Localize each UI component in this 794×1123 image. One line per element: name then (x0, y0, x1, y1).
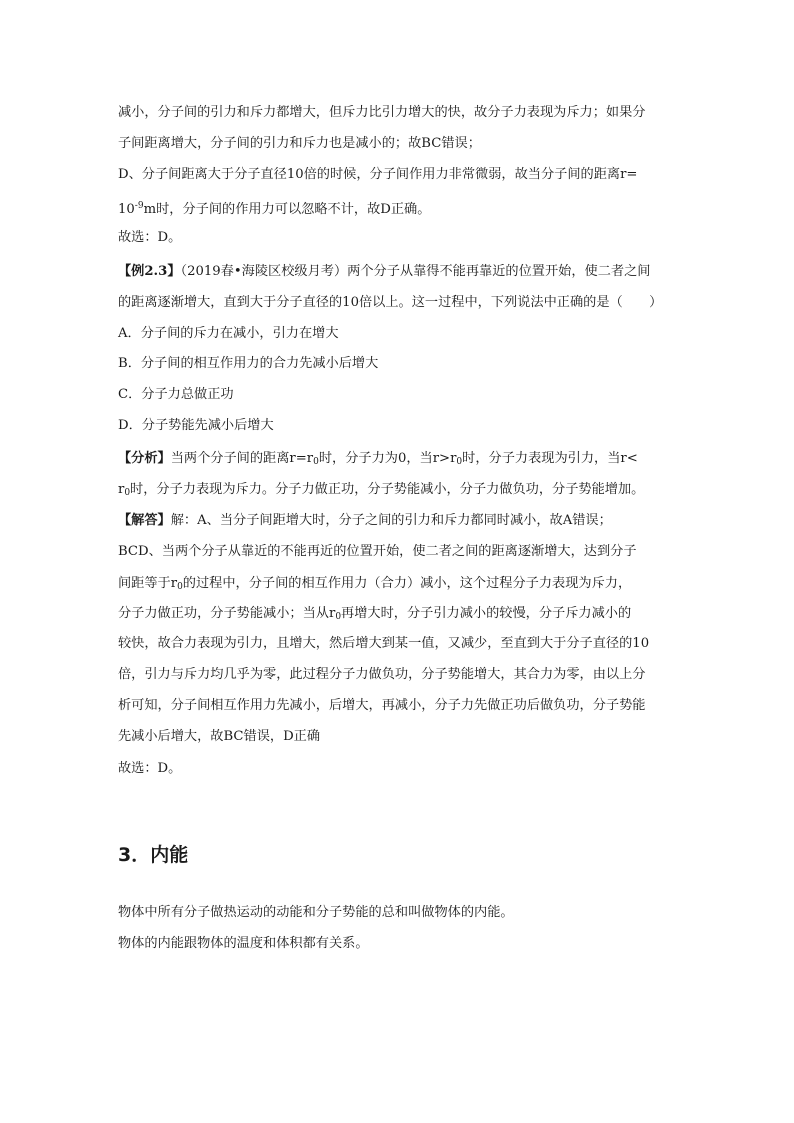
text-line: 减小，分子间的引力和斥力都增大，但斥力比引力增大的快，故分子力表现为斥力；如果分 (118, 105, 646, 120)
subscript: 0 (313, 457, 319, 467)
superscript: -9 (134, 201, 144, 211)
text-run: 时，分子力为0，当r>r (318, 451, 457, 466)
option-d: D．分子势能先减小后增大 (118, 418, 274, 433)
text-line (118, 575, 631, 596)
subscript: 0 (124, 488, 131, 498)
text-line (118, 605, 631, 626)
subscript: 0 (456, 457, 463, 467)
text-run: 解：A、当分子间距增大时，分子之间的引力和斥力都同时减小，故A错误； (170, 513, 612, 528)
section-heading: 3．内能 (118, 844, 189, 866)
solution-line (118, 512, 612, 530)
text-run: 再增大时，分子引力减小的较慢，分子斥力减小的 (341, 606, 632, 621)
text-line: 先减小后增大，故BC错误，D正确 (118, 729, 321, 744)
text-run: r (118, 482, 125, 497)
text-run: 分子力做正功，分子势能减小；当从r (118, 606, 336, 621)
text-run: 时，分子力表现为斥力。分子力做正功，分子势能减小，分子力做负功，分子势能增加。 (130, 482, 645, 497)
text-line: 析可知，分子间相互作用力先减小，后增大，再减小，分子力先做正功后做负功，分子势能 (118, 698, 646, 713)
text-run: 10 (118, 202, 135, 217)
answer-line: 故选：D。 (118, 761, 182, 776)
text-line (118, 481, 644, 502)
text-line: D、分子间距离大于分子直径10倍的时候，分子间作用力非常微弱，故当分子间的距离r= (118, 167, 638, 182)
text-line: 较快，故合力表现为引力，且增大，然后增大到某一值，又减少，至直到大于分子直径的10 (118, 636, 650, 651)
text-run: 时，分子力表现为引力，当r< (462, 451, 638, 466)
answer-line: 故选：D。 (118, 230, 182, 245)
text-run: （2019春•海陵区校级月考）两个分子从靠得不能再靠近的位置开始，使二者之间 (180, 264, 651, 279)
text-line: 倍，引力与斥力均几乎为零，此过程分子力做负功，分子势能增大，其合力为零，由以上分 (118, 667, 646, 682)
solution-tag: 【解答】 (118, 513, 171, 528)
text-line: BCD、当两个分子从靠近的不能再近的位置开始，使二者之间的距离逐渐增大，达到分子 (118, 544, 637, 559)
text-line: 的距离逐渐增大，直到大于分子直径的10倍以上。这一过程中，下列说法中正确的是（ ） (118, 295, 663, 310)
option-c: C．分子力总做正功 (118, 387, 234, 402)
text-run: 的过程中，分子间的相互作用力（合力）减小，这个过程分子力表现为斥力， (182, 576, 632, 591)
text-run: m时，分子间的作用力可以忽略不计，故D正确。 (143, 202, 431, 217)
text-run: 间距等于r (118, 576, 178, 591)
option-a: A．分子间的斥力在减小，引力在增大 (118, 326, 339, 341)
subscript: 0 (177, 582, 183, 592)
example-header (118, 263, 650, 281)
example-tag: 【例2.3】 (118, 264, 181, 279)
subscript: 0 (335, 612, 342, 622)
text-run: 当两个分子间的距离r=r (170, 451, 314, 466)
paragraph: 物体的内能跟物体的温度和体积都有关系。 (118, 936, 369, 951)
analysis-line (118, 450, 638, 471)
text-line: 子间距离增大，分子间的引力和斥力也是减小的；故BC错误； (118, 136, 481, 151)
text-line (118, 197, 430, 219)
paragraph: 物体中所有分子做热运动的动能和分子势能的总和叫做物体的内能。 (118, 905, 514, 920)
analysis-tag: 【分析】 (118, 451, 171, 466)
option-b: B．分子间的相互作用力的合力先减小后增大 (118, 356, 379, 371)
